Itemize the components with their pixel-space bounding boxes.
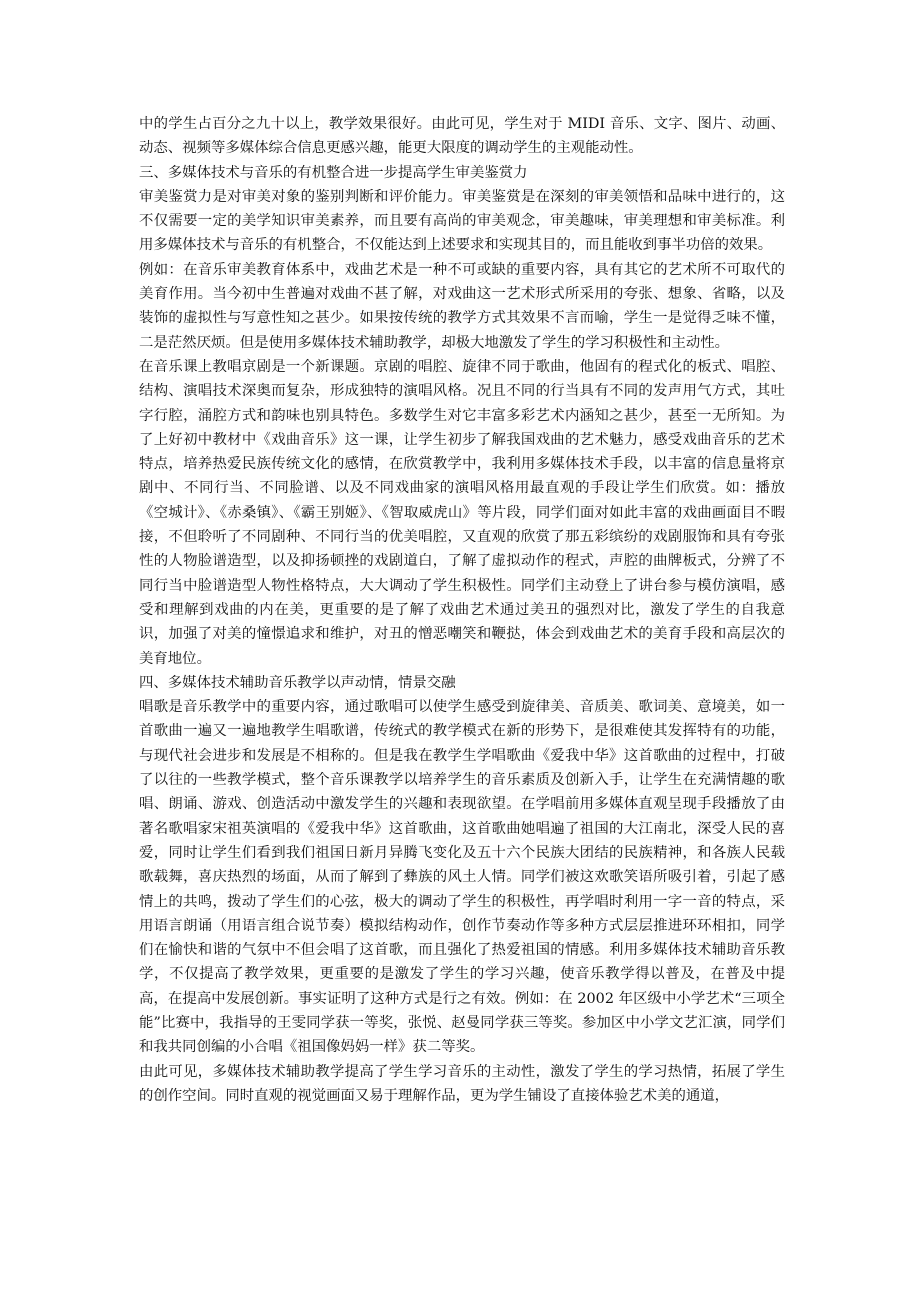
paragraph-continuation: 中的学生占百分之九十以上，教学效果很好。由此可见，学生对于 MIDI 音乐、文字、图片、动画、动态、视频等多媒体综合信息更感兴趣，能更大限度的调动学生的主观能动性。 [139, 116, 785, 157]
paragraph-opera-example: 例如：在音乐审美教育体系中，戏曲艺术是一种不可或缺的重要内容，具有其它的艺术所不可取代的美育作用。当今初中生普遍对戏曲不甚了解，对戏曲这一艺术形式所采用的夸张、想象、省略，以及装饰的虚拟性与写意性知之甚少。如果按传统的教学方式其效果不言而喻，学生一是觉得乏味不懂，二是茫然厌烦。但是使用多媒体技术辅助教学，却极大地激发了学生的学习积极性和主动性。 [139, 261, 785, 351]
paragraph-peking-opera: 在音乐课上教唱京剧是一个新课题。京剧的唱腔、旋律不同于歌曲，他固有的程式化的板式、唱腔、结构、演唱技术深奥而复杂，形成独特的演唱风格。况且不同的行当具有不同的发声用气方式，其吐字行腔，涌腔方式和韵味也别具特色。多数学生对它丰富多彩艺术内涵知之甚少，甚至一无所知。为了上好初中教材中《戏曲音乐》这一课，让学生初步了解我国戏曲的艺术魅力，感受戏曲音乐的艺术特点，培养热爱民族传统文化的感情，在欣赏教学中，我利用多媒体技术手段，以丰富的信息量将京剧中、不同行当、不同脸谱、以及不同戏曲家的演唱风格用最直观的手段让学生们欣赏。如：播放《空城计》、《赤桑镇》、《霸王别姬》、《智取威虎山》等片段，同学们面对如此丰富的戏曲画面目不暇接，不但聆听了不同剧种、不同行当的优美唱腔，又直观的欣赏了那五彩缤纷的戏剧服饰和具有夸张性的人物脸谱造型，以及抑扬顿挫的戏剧道白，了解了虚拟动作的程式，声腔的曲牌板式，分辨了不同行当中脸谱造型人物性格特点，大大调动了学生积极性。同学们主动登上了讲台参与模仿演唱，感受和理解到戏曲的内在美，更重要的是了解了戏曲艺术通过美丑的强烈对比，激发了学生的自我意识，加强了对美的憧憬追求和维护，对丑的憎恶嘲笑和鞭挞，体会到戏曲艺术的美育手段和高层次的美育地位。 [139, 358, 785, 667]
document-page [139, 112, 785, 1108]
paragraph-singing: 唱歌是音乐教学中的重要内容，通过歌唱可以使学生感受到旋律美、音质美、歌词美、意境美，如一首歌曲一遍又一遍地教学生唱歌谱，传统式的教学模式在新的形势下，是很难使其发挥特有的功能，与现代社会进步和发展是不相称的。但是我在教学生学唱歌曲《爱我中华》这首歌曲的过程中，打破了以往的一些教学模式，整个音乐课教学以培养学生的音乐素质及创新入手，让学生在充满情趣的歌唱、朗诵、游戏、创造活动中激发学生的兴趣和表现欲望。在学唱前用多媒体直观呈现手段播放了由著名歌唱家宋祖英演唱的《爱我中华》这首歌曲，这首歌曲她唱遍了祖国的大江南北，深受人民的喜爱，同时让学生们看到我们祖国日新月异腾飞变化及五十六个民族大团结的民族精神，和各族人民载歌载舞，喜庆热烈的场面，从而了解到了彝族的风土人情。同学们被这欢歌笑语所吸引着，引起了感情上的共鸣，拨动了学生们的心弦，极大的调动了学生的积极性，再学唱时利用一字一音的特点，采用语言朗诵（用语言组合说节奏）模拟结构动作，创作节奏动作等多种方式层层推进环环相扣，同学们在愉快和谐的气氛中不但会唱了这首歌，而且强化了热爱祖国的情感。利用多媒体技术辅助音乐教学，不仅提高了教学效果，更重要的是激发了学生的学习兴趣，使音乐教学得以普及，在普及中提高，在提高中发展创新。事实证明了这种方式是行之有效。例如：在 2002 年区级中小学艺术“三项全能”比赛中，我指导的王雯同学获一等奖，张悦、赵曼同学获三等奖。参加区中小学文艺汇演，同学们和我共同创编的小合唱《祖国像妈妈一样》获二等奖。 [139, 699, 785, 1056]
paragraph-conclusion: 由此可见，多媒体技术辅助教学提高了学生学习音乐的主动性，激发了学生的学习热情，拓展了学生的创作空间。同时直观的视觉画面又易于理解作品，更为学生铺设了直接体验艺术美的通道， [139, 1063, 785, 1104]
section-heading-three: 三、多媒体技术与音乐的有机整合进一步提高学生审美鉴赏力 [139, 164, 528, 181]
section-heading-four: 四、多媒体技术辅助音乐教学以声动情，情景交融 [139, 674, 456, 691]
paragraph-aesthetic-appreciation: 审美鉴赏力是对审美对象的鉴别判断和评价能力。审美鉴赏是在深刻的审美领悟和品味中进行的，这不仅需要一定的美学知识审美素养，而且要有高尚的审美观念，审美趣味，审美理想和审美标准。利用多媒体技术与音乐的有机整合，不仅能达到上述要求和实现其目的，而且能收到事半功倍的效果。 [139, 188, 785, 254]
